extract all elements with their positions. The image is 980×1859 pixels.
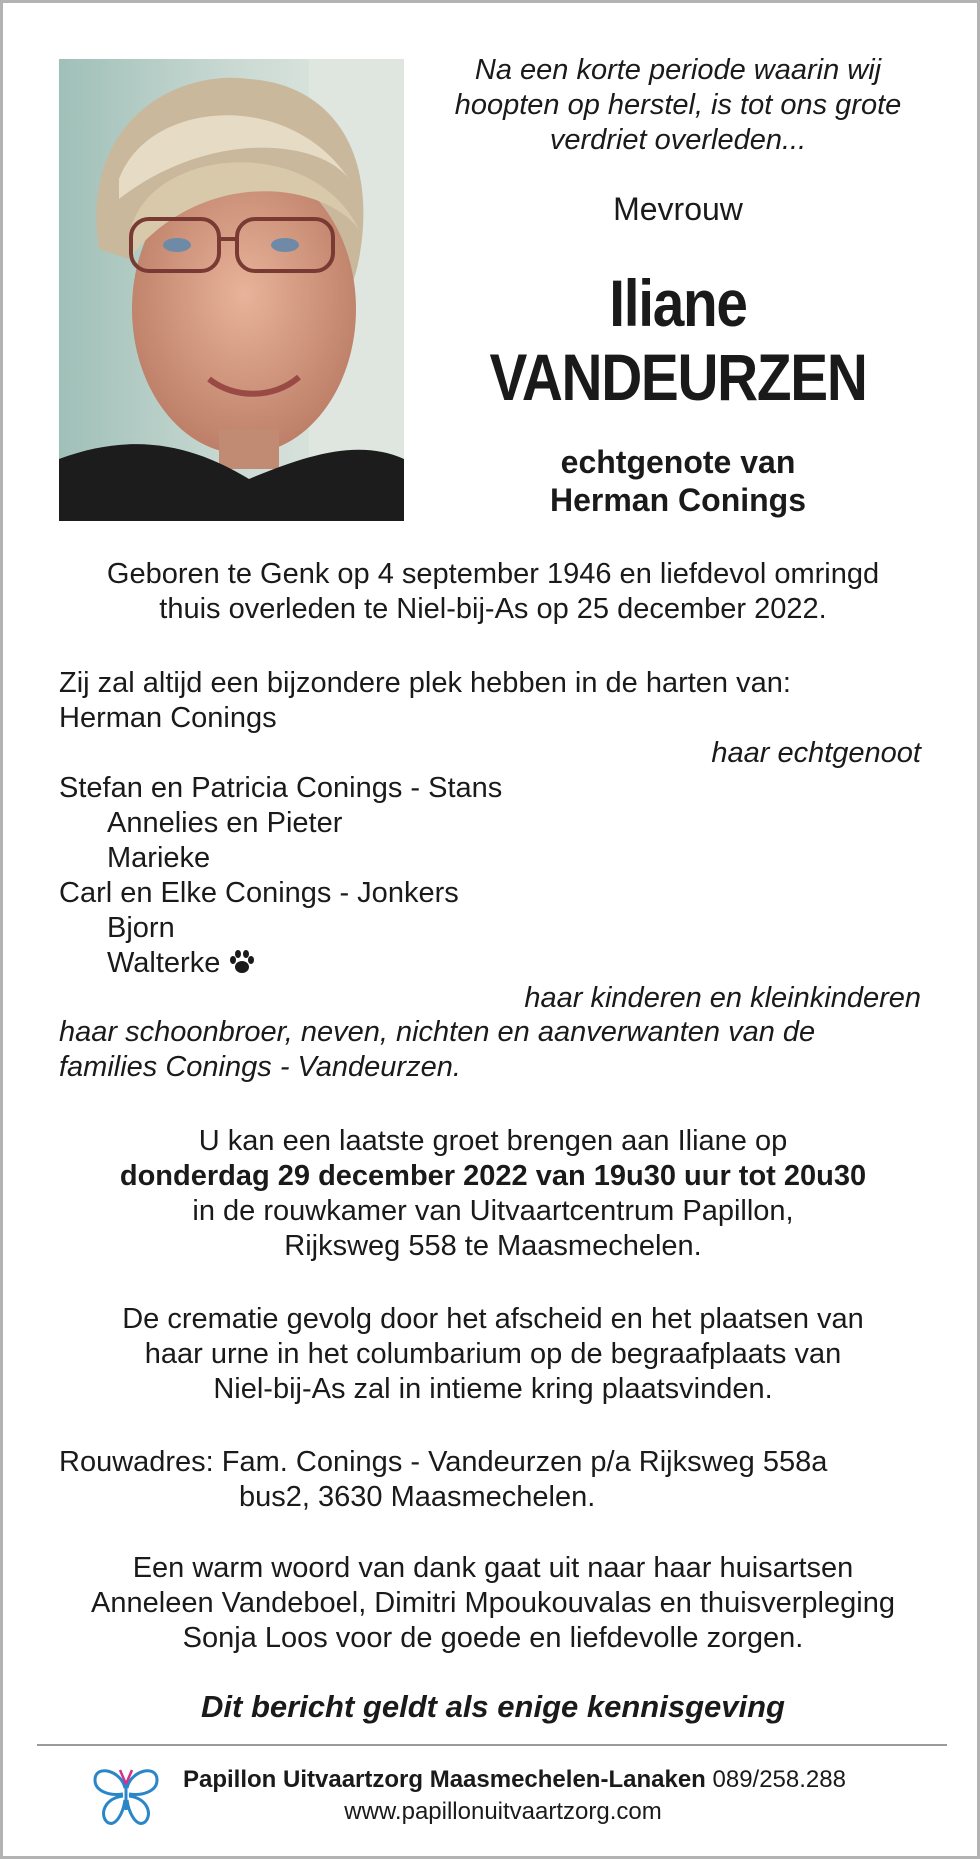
thanks-line: Een warm woord van dank gaat uit naar haar huisartsen xyxy=(132,1552,854,1584)
spouse-label: echtgenote van xyxy=(560,444,796,480)
extended-family xyxy=(59,1015,939,1085)
funeral-home-website[interactable]: www.papillonuitvaartzorg.com xyxy=(344,1798,662,1825)
cremation-info xyxy=(59,1302,927,1407)
deceased-last-name: VANDEURZEN xyxy=(489,340,867,414)
intro-line: hoopten op herstel, is tot ons grote xyxy=(454,89,902,121)
thanks-line: Anneleen Vandeboel, Dimitri Mpoukouvalas en thuisverpleging xyxy=(91,1587,895,1619)
thanks-text xyxy=(59,1551,927,1656)
statement-line: thuis overleden te Niel-bij-As op 25 december 2022. xyxy=(159,593,827,625)
intro-text xyxy=(423,53,933,158)
extended-family-line: families Conings - Vandeurzen. xyxy=(59,1051,461,1083)
spouse-heading xyxy=(423,443,933,519)
children-role: haar kinderen en kleinkinderen xyxy=(524,982,921,1014)
cremation-line: haar urne in het columbarium op de begraafplaats van xyxy=(144,1338,842,1370)
extended-family-line: haar schoonbroer, neven, nichten en aanverwanten van de xyxy=(59,1016,816,1048)
relative-spouse: Herman Conings xyxy=(59,702,277,734)
mourning-address-line: Rouwadres: Fam. Conings - Vandeurzen p/a Rijksweg 558a xyxy=(59,1446,828,1478)
cremation-line: De crematie gevolg door het afscheid en het plaatsen van xyxy=(122,1303,864,1335)
relative-family: Stefan en Patricia Conings - Stans xyxy=(59,772,503,804)
funeral-home-contact xyxy=(183,1766,903,1794)
deceased-first-name: Iliane xyxy=(609,266,747,340)
thanks-line: Sonja Loos voor de goede en liefdevolle zorgen. xyxy=(182,1622,804,1654)
funeral-home-phone[interactable]: 089/258.288 xyxy=(712,1766,846,1793)
visitation-line: U kan een laatste groet brengen aan Iliane op xyxy=(198,1125,788,1157)
statement-line: Geboren te Genk op 4 september 1946 en liefdevol omringd xyxy=(106,558,880,590)
relative-grandchild: Marieke xyxy=(107,842,211,874)
relative-grandchild: Walterke xyxy=(107,947,221,979)
footer-divider xyxy=(37,1744,947,1746)
paw-icon xyxy=(228,949,256,984)
notice-statement: Dit bericht geldt als enige kennisgeving xyxy=(201,1689,785,1724)
relative-grandchild: Annelies en Pieter xyxy=(107,807,343,839)
mourning-address-line: bus2, 3630 Maasmechelen. xyxy=(239,1481,596,1513)
visitation-line: in de rouwkamer van Uitvaartcentrum Papillon, xyxy=(192,1195,794,1227)
relatives-intro: Zij zal altijd een bijzondere plek hebben in de harten van: xyxy=(59,667,791,699)
relative-family: Carl en Elke Conings - Jonkers xyxy=(59,877,459,909)
visitation-datetime: donderdag 29 december 2022 van 19u30 uur tot 20u30 xyxy=(119,1160,867,1192)
butterfly-logo-icon xyxy=(89,1758,163,1832)
funeral-home-name: Papillon Uitvaartzorg Maasmechelen-Lanaken xyxy=(183,1766,706,1793)
intro-line: Na een korte periode waarin wij xyxy=(474,54,882,86)
relative-grandchild: Bjorn xyxy=(107,912,175,944)
salutation: Mevrouw xyxy=(613,191,743,227)
visitation-line: Rijksweg 558 te Maasmechelen. xyxy=(284,1230,702,1262)
spouse-name: Herman Conings xyxy=(549,482,807,518)
cremation-line: Niel-bij-As zal in intieme kring plaatsvinden. xyxy=(213,1373,773,1405)
spouse-role: haar echtgenoot xyxy=(711,737,921,769)
intro-line: verdriet overleden... xyxy=(549,124,807,156)
portrait-photo xyxy=(59,59,404,521)
birth-death-statement xyxy=(59,557,927,627)
visitation-info xyxy=(59,1124,927,1264)
relative-grandchild-row xyxy=(107,946,256,984)
